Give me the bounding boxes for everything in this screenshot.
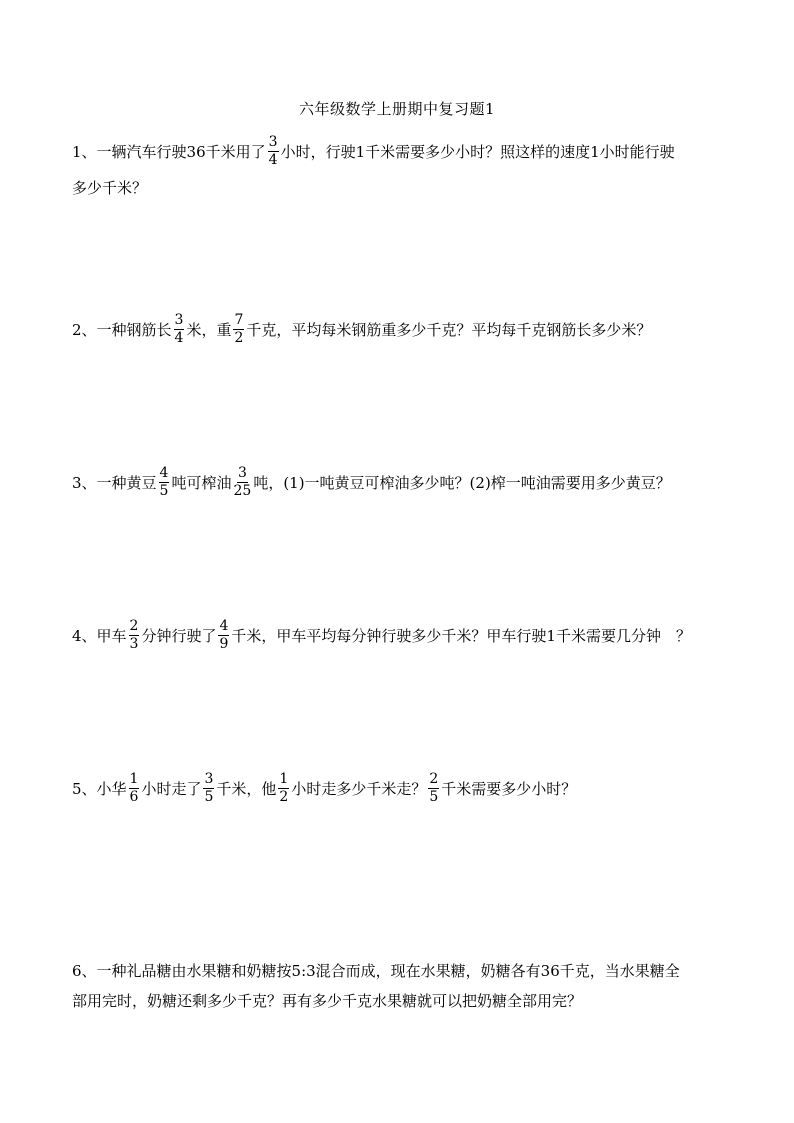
text: 小时走多少千米走？ — [291, 780, 427, 798]
text: 米，重 — [186, 321, 232, 339]
question-6-line-2: 部用完时，奶糖还剩多少千克？再有多少千克水果糖就可以把奶糖全部用完？ — [72, 992, 583, 1010]
denominator: 6 — [129, 788, 139, 805]
numerator: 7 — [234, 311, 244, 328]
fraction — [268, 135, 279, 168]
text: 吨可榨油 — [171, 474, 232, 492]
fraction — [233, 313, 244, 346]
numerator: 3 — [204, 770, 214, 787]
numerator: 4 — [219, 617, 229, 634]
question-4 — [72, 618, 722, 654]
denominator: 5 — [159, 482, 169, 499]
question-1-line-2: 多少千米？ — [72, 179, 148, 197]
denominator: 3 — [129, 635, 139, 652]
fraction — [218, 619, 229, 652]
page-title: 六年级数学上册期中复习题1 — [298, 100, 496, 118]
text: 小时走了 — [141, 780, 202, 798]
fraction — [129, 619, 140, 652]
question-6-line-1: 6、一种礼品糖由水果糖和奶糖按5:3混合而成，现在水果糖，奶糖各有36千克，当水果糖全 — [72, 962, 680, 980]
denominator: 4 — [174, 329, 184, 346]
text: 2、一种钢筋长 — [72, 321, 172, 339]
fraction — [159, 466, 170, 499]
fraction — [278, 772, 289, 805]
question-3-line-1 — [72, 465, 722, 501]
question-2 — [72, 312, 722, 348]
text: 分钟行驶了 — [141, 627, 217, 645]
fraction — [174, 313, 185, 346]
numerator: 2 — [429, 770, 439, 787]
fraction — [428, 772, 439, 805]
numerator: 3 — [174, 311, 184, 328]
denominator: 2 — [234, 329, 244, 346]
text: 5、小华 — [72, 780, 127, 798]
numerator: 1 — [279, 770, 289, 787]
text: 小时，行驶1千米需要多少小时？照这样的速度1小时能行驶 — [280, 143, 675, 161]
fraction — [203, 772, 214, 805]
denominator: 5 — [204, 788, 214, 805]
numerator: 3 — [268, 133, 278, 150]
denominator: 25 — [233, 482, 252, 499]
denominator: 5 — [429, 788, 439, 805]
question-1 — [72, 134, 722, 206]
denominator: 9 — [219, 635, 229, 652]
denominator: 4 — [268, 151, 278, 168]
question-6 — [72, 956, 722, 1016]
question-1-line-1 — [72, 134, 722, 170]
question-5-line-1 — [72, 771, 722, 807]
text: 千米需要多少小时？ — [441, 780, 577, 798]
question-5 — [72, 771, 722, 807]
text: 千米，甲车平均每分钟行驶多少千米？甲车行驶1千米需要几分钟 ？ — [231, 627, 691, 645]
fraction — [129, 772, 140, 805]
numerator: 3 — [237, 464, 247, 481]
numerator: 1 — [129, 770, 139, 787]
text: 千克，平均每米钢筋重多少千克？平均每千克钢筋长多少米？ — [246, 321, 652, 339]
text: 1、一辆汽车行驶36千米用了 — [72, 143, 266, 161]
text: 千米，他 — [216, 780, 277, 798]
numerator: 2 — [129, 617, 139, 634]
denominator: 2 — [279, 788, 289, 805]
numerator: 4 — [159, 464, 169, 481]
fraction — [233, 466, 251, 499]
question-4-line-1 — [72, 618, 722, 654]
text: 4、甲车 — [72, 627, 127, 645]
text: 3、一种黄豆 — [72, 474, 157, 492]
question-2-line-1 — [72, 312, 722, 348]
text: 吨，(1)一吨黄豆可榨油多少吨？(2)榨一吨油需要用多少黄豆？ — [253, 474, 671, 492]
question-3 — [72, 465, 722, 501]
